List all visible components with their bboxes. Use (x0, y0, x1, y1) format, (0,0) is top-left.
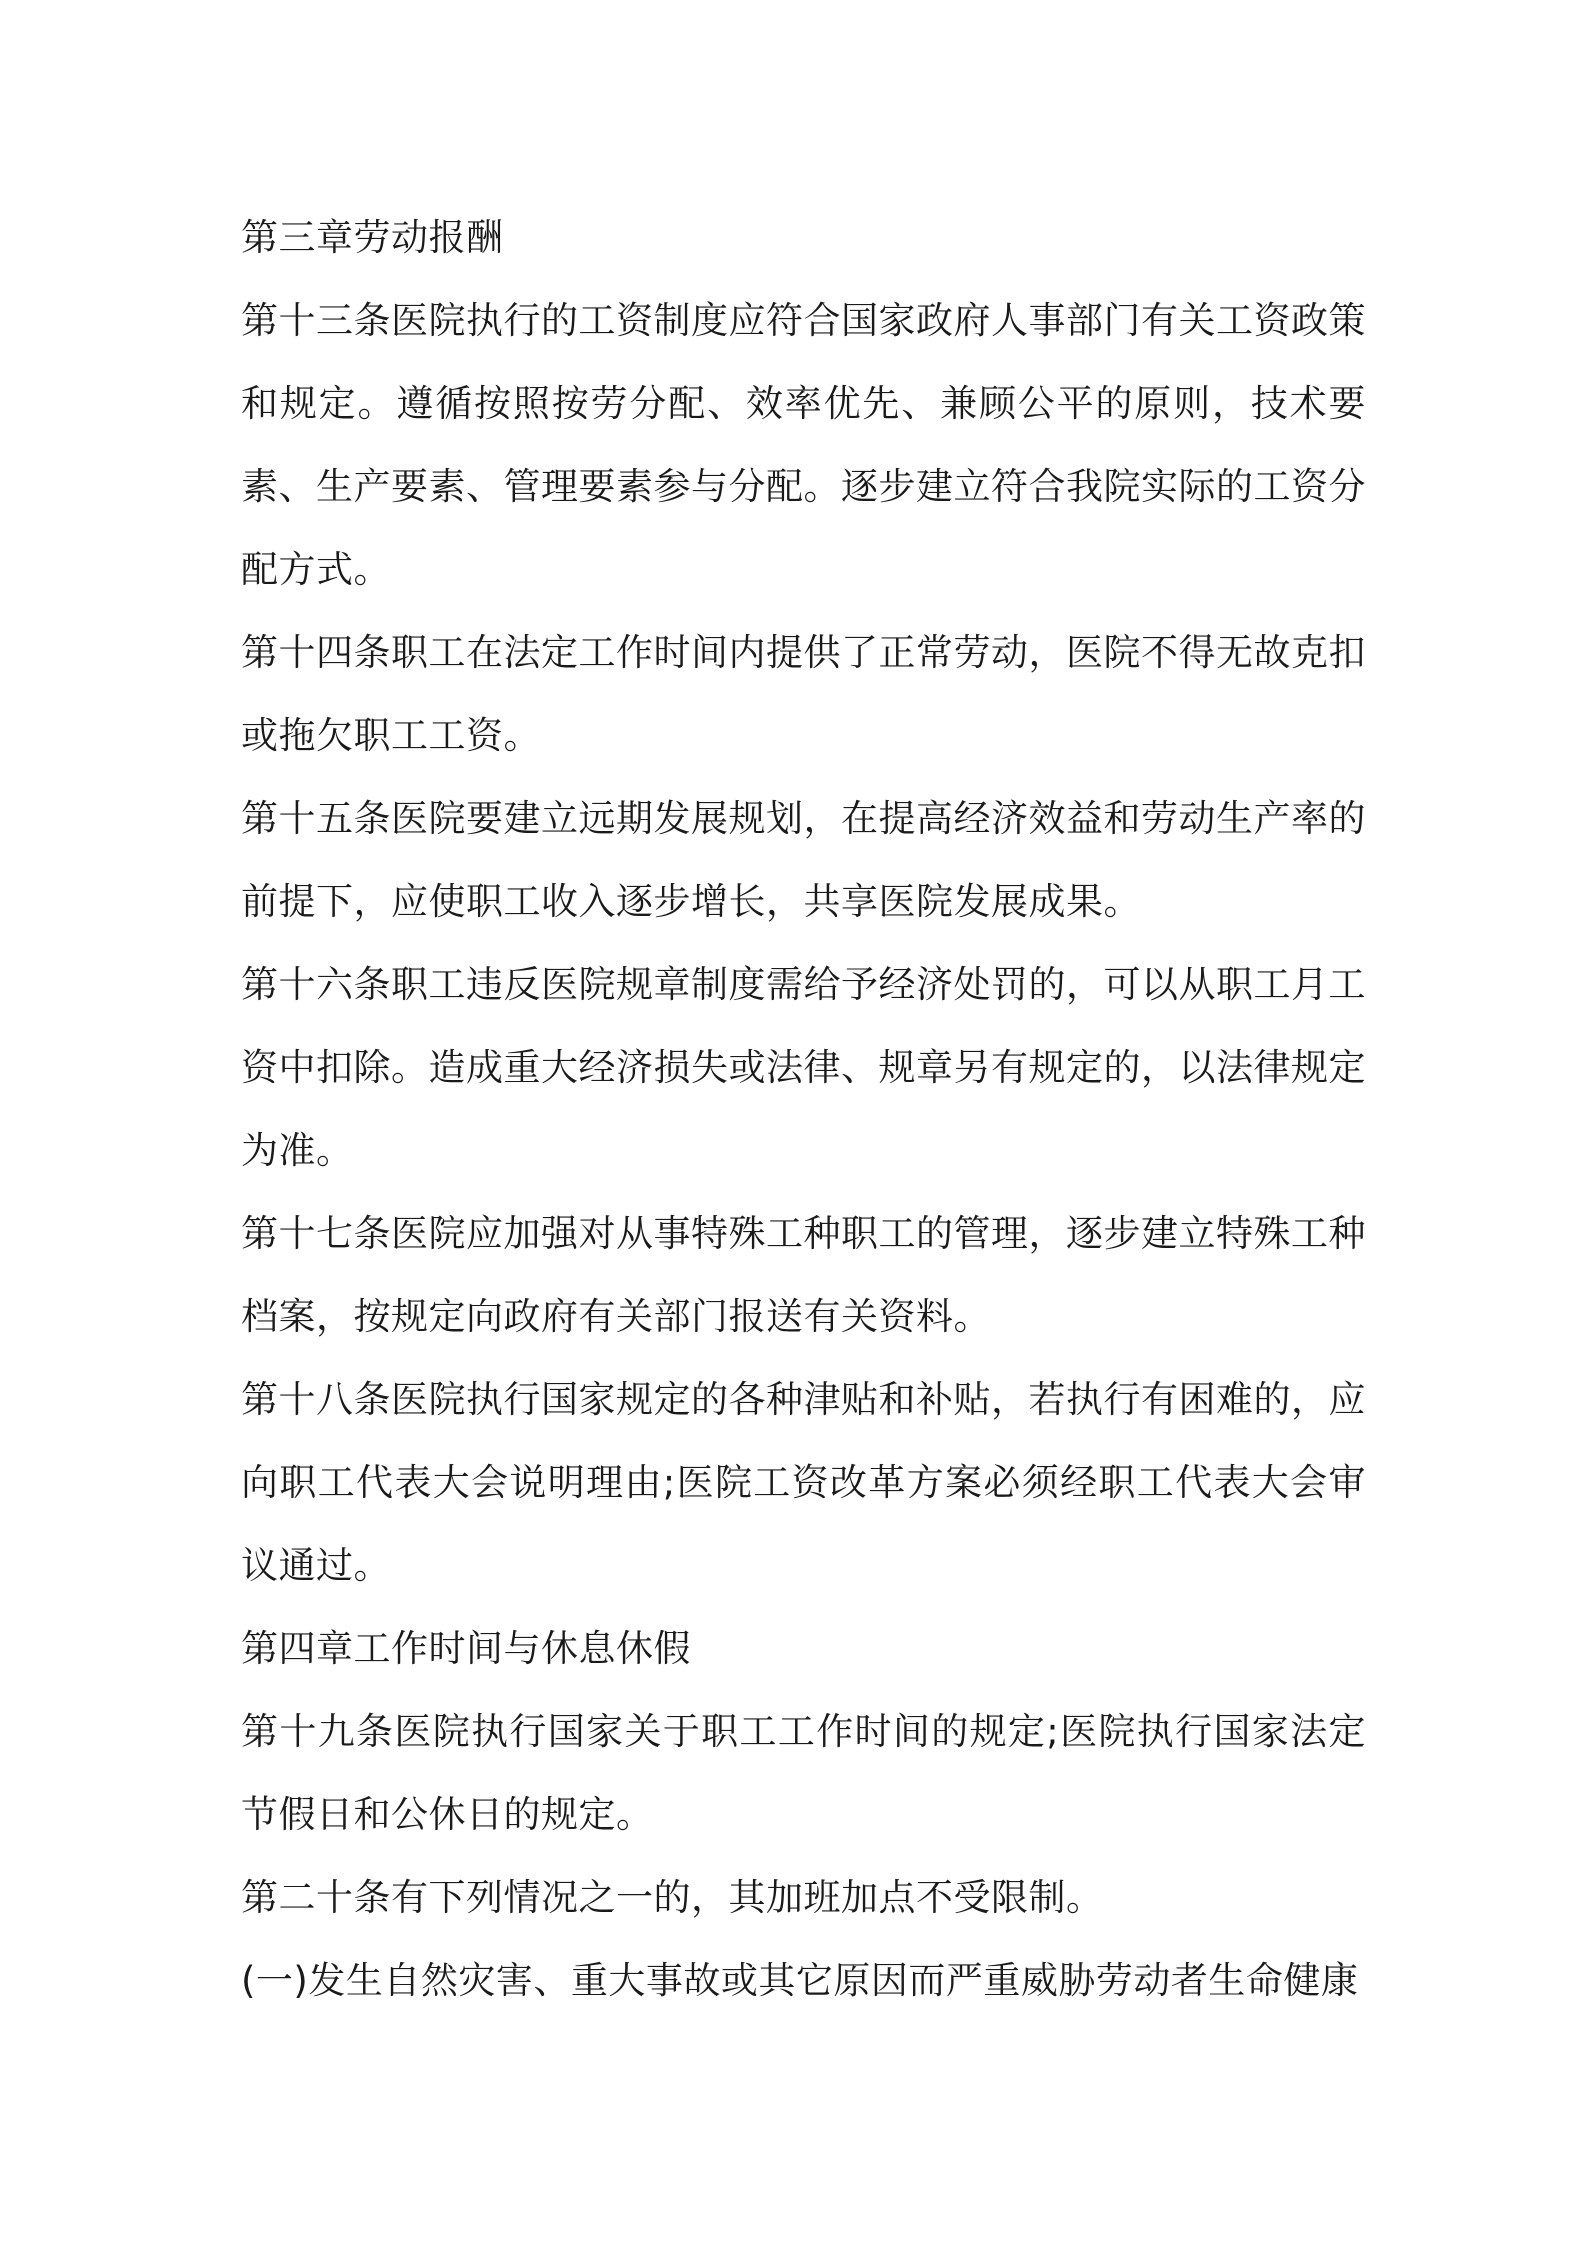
article-20-item-1: (一)发生自然灾害、重大事故或其它原因而严重威胁劳动者生命健康 (241, 1959, 1359, 2002)
article-19: 第十九条医院执行国家关于职工工作时间的规定;医院执行国家法定节假日和公休日的规定。 (241, 1710, 1366, 1836)
article-18: 第十八条医院执行国家规定的各种津贴和补贴，若执行有困难的，应向职工代表大会说明理由;医院工资改革方案必须经职工代表大会审议通过。 (241, 1378, 1366, 1587)
article-14: 第十四条职工在法定工作时间内提供了正常劳动，医院不得无故克扣或拖欠职工工资。 (241, 631, 1366, 757)
chapter-heading: 第四章工作时间与休息休假 (241, 1627, 691, 1670)
article-15: 第十五条医院要建立远期发展规划，在提高经济效益和劳动生产率的前提下，应使职工收入逐步增长，共享医院发展成果。 (241, 797, 1366, 923)
article-20: 第二十条有下列情况之一的，其加班加点不受限制。 (241, 1876, 1104, 1919)
article-13: 第十三条医院执行的工资制度应符合国家政府人事部门有关工资政策和规定。遵循按照按劳分配、效率优先、兼顾公平的原则，技术要素、生产要素、管理要素参与分配。逐步建立符合我院实际的工资分配方式。 (241, 299, 1366, 591)
chapter-heading: 第三章劳动报酬 (241, 216, 504, 259)
document-body (241, 196, 1366, 2022)
article-17: 第十七条医院应加强对从事特殊工种职工的管理，逐步建立特殊工种档案，按规定向政府有关部门报送有关资料。 (241, 1212, 1366, 1338)
article-16: 第十六条职工违反医院规章制度需给予经济处罚的，可以从职工月工资中扣除。造成重大经济损失或法律、规章另有规定的，以法律规定为准。 (241, 963, 1366, 1172)
